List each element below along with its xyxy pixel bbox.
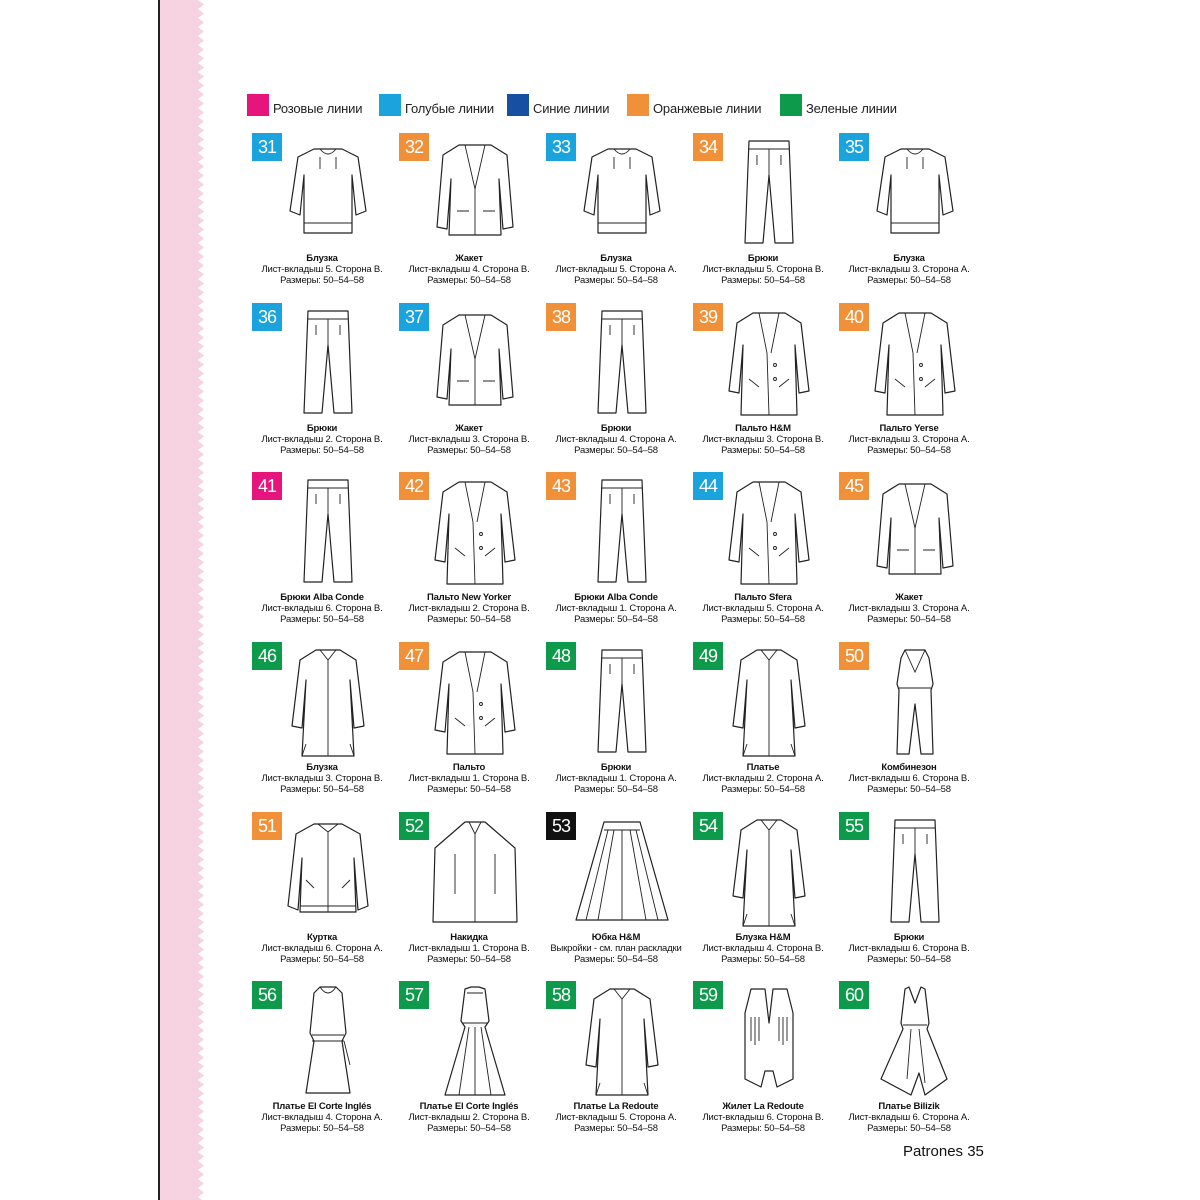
pattern-sheet-ref: Лист-вкладыш 3. Сторона A.: [848, 603, 970, 614]
pattern-title: Платье El Corte Inglés: [272, 1101, 372, 1112]
pattern-title: Блузка: [306, 253, 338, 264]
pattern-number-badge: 46: [252, 642, 282, 670]
pattern-sheet-ref: Выкройки - см. план раскладки: [550, 943, 682, 954]
pattern-number-badge: 31: [252, 133, 282, 161]
pattern-title: Накидка: [450, 932, 488, 943]
pattern-item: [839, 642, 979, 802]
pattern-sizes: Размеры: 50–54–58: [280, 614, 364, 625]
pattern-number-badge: 38: [546, 303, 576, 331]
coat-drawing: [867, 305, 963, 419]
pattern-sizes: Размеры: 50–54–58: [427, 275, 511, 286]
blouse-drawing: [574, 135, 670, 249]
pattern-title: Юбка H&M: [591, 932, 641, 943]
legend-swatch: [627, 94, 649, 116]
legend-swatch: [247, 94, 269, 116]
pattern-item: [546, 812, 686, 972]
pattern-title: Платье: [746, 762, 780, 773]
dress-drawing: [721, 644, 817, 758]
pattern-sizes: Размеры: 50–54–58: [427, 1123, 511, 1134]
pattern-title: Пальто: [452, 762, 486, 773]
pattern-title: Куртка: [306, 932, 338, 943]
pattern-number-badge: 55: [839, 812, 869, 840]
pattern-number-badge: 44: [693, 472, 723, 500]
legend-swatch: [507, 94, 529, 116]
pattern-item: [839, 812, 979, 972]
pattern-sizes: Размеры: 50–54–58: [721, 614, 805, 625]
pattern-item: [839, 303, 979, 463]
outside-margin: [0, 0, 160, 1200]
coat-drawing: [721, 474, 817, 588]
pattern-number-badge: 43: [546, 472, 576, 500]
pattern-sizes: Размеры: 50–54–58: [280, 954, 364, 965]
pattern-sizes: Размеры: 50–54–58: [721, 1123, 805, 1134]
jacket-drawing: [427, 135, 523, 249]
pattern-number-badge: 37: [399, 303, 429, 331]
pattern-number-badge: 36: [252, 303, 282, 331]
pattern-sheet-ref: Лист-вкладыш 1. Сторона A.: [555, 603, 677, 614]
pattern-sizes: Размеры: 50–54–58: [574, 1123, 658, 1134]
pattern-item: [839, 133, 979, 293]
pattern-sheet-ref: Лист-вкладыш 6. Сторона A.: [261, 943, 383, 954]
pattern-sizes: Размеры: 50–54–58: [427, 784, 511, 795]
pattern-sizes: Размеры: 50–54–58: [721, 954, 805, 965]
pattern-title: Блузка H&M: [735, 932, 791, 943]
blouse-drawing: [280, 135, 376, 249]
pattern-item: [252, 981, 392, 1141]
pattern-title: Блузка: [893, 253, 925, 264]
pattern-number-badge: 50: [839, 642, 869, 670]
pattern-number-badge: 56: [252, 981, 282, 1009]
trousers-drawing: [574, 305, 670, 419]
pattern-sizes: Размеры: 50–54–58: [280, 275, 364, 286]
pink-zigzag-strip: [160, 0, 204, 1200]
pattern-item: [546, 981, 686, 1141]
pattern-number-badge: 49: [693, 642, 723, 670]
pattern-sheet-ref: Лист-вкладыш 5. Сторона A.: [555, 1112, 677, 1123]
pattern-sheet-ref: Лист-вкладыш 6. Сторона B.: [261, 603, 383, 614]
pattern-number-badge: 58: [546, 981, 576, 1009]
pattern-number-badge: 35: [839, 133, 869, 161]
pattern-item: [546, 642, 686, 802]
pattern-sizes: Размеры: 50–54–58: [280, 445, 364, 456]
pattern-sheet-ref: Лист-вкладыш 2. Сторона B.: [408, 603, 530, 614]
pattern-item: [693, 812, 833, 972]
pattern-sheet-ref: Лист-вкладыш 4. Сторона B.: [702, 943, 824, 954]
magazine-name: Patrones: [903, 1143, 964, 1160]
legend-swatch: [379, 94, 401, 116]
trousers-drawing: [867, 814, 963, 928]
pattern-sheet-ref: Лист-вкладыш 6. Сторона A.: [848, 1112, 970, 1123]
pattern-sheet-ref: Лист-вкладыш 3. Сторона B.: [261, 773, 383, 784]
legend-label: Розовые линии: [273, 101, 363, 116]
pattern-sheet-ref: Лист-вкладыш 3. Сторона B.: [408, 434, 530, 445]
pattern-number-badge: 33: [546, 133, 576, 161]
pattern-number-badge: 34: [693, 133, 723, 161]
coat-drawing: [721, 305, 817, 419]
pattern-sizes: Размеры: 50–54–58: [721, 275, 805, 286]
pattern-number-badge: 52: [399, 812, 429, 840]
pattern-sizes: Размеры: 50–54–58: [867, 614, 951, 625]
trousers-drawing: [574, 474, 670, 588]
pattern-title: Жилет La Redoute: [722, 1101, 804, 1112]
pattern-item: [693, 303, 833, 463]
pattern-title: Платье Bilizik: [878, 1101, 940, 1112]
blouse-drawing: [867, 135, 963, 249]
belted-coat-drawing: [427, 644, 523, 758]
pattern-title: Брюки: [600, 762, 632, 773]
pattern-sheet-ref: Лист-вкладыш 2. Сторона A.: [702, 773, 824, 784]
pattern-sizes: Размеры: 50–54–58: [574, 275, 658, 286]
pattern-sizes: Размеры: 50–54–58: [867, 784, 951, 795]
pattern-number-badge: 32: [399, 133, 429, 161]
pattern-item: [399, 812, 539, 972]
long-blouse-drawing: [721, 814, 817, 928]
pattern-title: Брюки Alba Conde: [574, 592, 658, 603]
pattern-item: [693, 981, 833, 1141]
pattern-number-badge: 59: [693, 981, 723, 1009]
pattern-number-badge: 40: [839, 303, 869, 331]
trousers-drawing: [280, 474, 376, 588]
pattern-item: [546, 303, 686, 463]
pattern-item: [399, 133, 539, 293]
wrap-jacket-drawing: [427, 305, 523, 419]
pattern-item: [252, 812, 392, 972]
pattern-item: [546, 472, 686, 632]
skirt-drawing: [574, 814, 670, 928]
pattern-title: Пальто Sfera: [734, 592, 792, 603]
pattern-number-badge: 42: [399, 472, 429, 500]
pattern-sheet-ref: Лист-вкладыш 3. Сторона A.: [848, 434, 970, 445]
pattern-title: Пальто Yerse: [879, 423, 939, 434]
pattern-item: [693, 133, 833, 293]
pattern-item: [252, 472, 392, 632]
maxi-dress-drawing: [427, 983, 523, 1097]
legend-label: Голубые линии: [405, 101, 494, 116]
pattern-title: Брюки Alba Conde: [280, 592, 364, 603]
pattern-number-badge: 57: [399, 981, 429, 1009]
pattern-sheet-ref: Лист-вкладыш 1. Сторона B.: [408, 943, 530, 954]
pattern-sheet-ref: Лист-вкладыш 4. Сторона B.: [408, 264, 530, 275]
halter-dress-drawing: [280, 983, 376, 1097]
pattern-title: Брюки: [893, 932, 925, 943]
trousers-drawing: [721, 135, 817, 249]
pattern-number-badge: 45: [839, 472, 869, 500]
pattern-sizes: Размеры: 50–54–58: [280, 784, 364, 795]
pattern-title: Блузка: [306, 762, 338, 773]
coat-drawing: [427, 474, 523, 588]
cape-drawing: [427, 814, 523, 928]
pattern-sizes: Размеры: 50–54–58: [867, 275, 951, 286]
pattern-sheet-ref: Лист-вкладыш 2. Сторона B.: [408, 1112, 530, 1123]
pattern-sizes: Размеры: 50–54–58: [574, 614, 658, 625]
pattern-sizes: Размеры: 50–54–58: [574, 784, 658, 795]
pattern-sizes: Размеры: 50–54–58: [721, 784, 805, 795]
pattern-sizes: Размеры: 50–54–58: [427, 954, 511, 965]
pattern-sizes: Размеры: 50–54–58: [427, 614, 511, 625]
pattern-item: [693, 472, 833, 632]
pattern-sheet-ref: Лист-вкладыш 6. Сторона B.: [848, 943, 970, 954]
pattern-sizes: Размеры: 50–54–58: [867, 445, 951, 456]
pattern-number-badge: 51: [252, 812, 282, 840]
pattern-sheet-ref: Лист-вкладыш 5. Сторона B.: [261, 264, 383, 275]
jumpsuit-drawing: [867, 644, 963, 758]
pattern-title: Платье La Redoute: [573, 1101, 659, 1112]
pattern-number-badge: 39: [693, 303, 723, 331]
pattern-item: [546, 133, 686, 293]
pattern-number-badge: 41: [252, 472, 282, 500]
pattern-sizes: Размеры: 50–54–58: [574, 954, 658, 965]
trousers-drawing: [280, 305, 376, 419]
pattern-number-badge: 54: [693, 812, 723, 840]
legend-swatch: [780, 94, 802, 116]
pattern-title: Жакет: [895, 592, 923, 603]
asymmetric-dress-drawing: [867, 983, 963, 1097]
pattern-title: Платье El Corte Inglés: [419, 1101, 519, 1112]
pattern-item: [839, 981, 979, 1141]
pattern-sheet-ref: Лист-вкладыш 4. Сторона A.: [261, 1112, 383, 1123]
pattern-title: Брюки: [306, 423, 338, 434]
pattern-item: [252, 133, 392, 293]
pattern-title: Брюки: [600, 423, 632, 434]
dress-drawing: [574, 983, 670, 1097]
pattern-sheet-ref: Лист-вкладыш 2. Сторона B.: [261, 434, 383, 445]
pattern-title: Жакет: [455, 253, 483, 264]
long-blouse-drawing: [280, 644, 376, 758]
pattern-sheet-ref: Лист-вкладыш 3. Сторона A.: [848, 264, 970, 275]
pattern-sheet-ref: Лист-вкладыш 5. Сторона A.: [702, 603, 824, 614]
pattern-sizes: Размеры: 50–54–58: [867, 954, 951, 965]
pattern-number-badge: 53: [546, 812, 576, 840]
pattern-item: [839, 472, 979, 632]
legend-label: Синие линии: [533, 101, 610, 116]
pattern-item: [252, 642, 392, 802]
pattern-sheet-ref: Лист-вкладыш 6. Сторона B.: [702, 1112, 824, 1123]
pattern-item: [252, 303, 392, 463]
pattern-title: Пальто New Yorker: [426, 592, 512, 603]
pattern-sheet-ref: Лист-вкладыш 1. Сторона A.: [555, 773, 677, 784]
pattern-sheet-ref: Лист-вкладыш 5. Сторона B.: [702, 264, 824, 275]
pattern-title: Брюки: [747, 253, 779, 264]
pattern-number-badge: 60: [839, 981, 869, 1009]
pattern-number-badge: 47: [399, 642, 429, 670]
trousers-drawing: [574, 644, 670, 758]
pattern-sizes: Размеры: 50–54–58: [427, 445, 511, 456]
pattern-sheet-ref: Лист-вкладыш 5. Сторона A.: [555, 264, 677, 275]
pattern-title: Пальто H&M: [735, 423, 791, 434]
pattern-sheet-ref: Лист-вкладыш 1. Сторона B.: [408, 773, 530, 784]
pattern-item: [399, 472, 539, 632]
page-number: 35: [967, 1143, 984, 1160]
vest-drawing: [721, 983, 817, 1097]
pattern-sizes: Размеры: 50–54–58: [280, 1123, 364, 1134]
pattern-item: [399, 642, 539, 802]
bomber-jacket-drawing: [280, 814, 376, 928]
pattern-number-badge: 48: [546, 642, 576, 670]
pattern-sheet-ref: Лист-вкладыш 6. Сторона B.: [848, 773, 970, 784]
pattern-sizes: Размеры: 50–54–58: [721, 445, 805, 456]
legend-label: Оранжевые линии: [653, 101, 762, 116]
pattern-sizes: Размеры: 50–54–58: [867, 1123, 951, 1134]
pattern-title: Комбинезон: [881, 762, 937, 773]
pattern-sizes: Размеры: 50–54–58: [574, 445, 658, 456]
pattern-item: [399, 981, 539, 1141]
page-footer: [903, 1143, 984, 1160]
pattern-title: Жакет: [455, 423, 483, 434]
pattern-item: [399, 303, 539, 463]
pattern-sheet-ref: Лист-вкладыш 3. Сторона B.: [702, 434, 824, 445]
jacket-drawing: [867, 474, 963, 588]
pattern-item: [693, 642, 833, 802]
pattern-sheet-ref: Лист-вкладыш 4. Сторона A.: [555, 434, 677, 445]
pattern-title: Блузка: [600, 253, 632, 264]
legend-label: Зеленые линии: [806, 101, 897, 116]
